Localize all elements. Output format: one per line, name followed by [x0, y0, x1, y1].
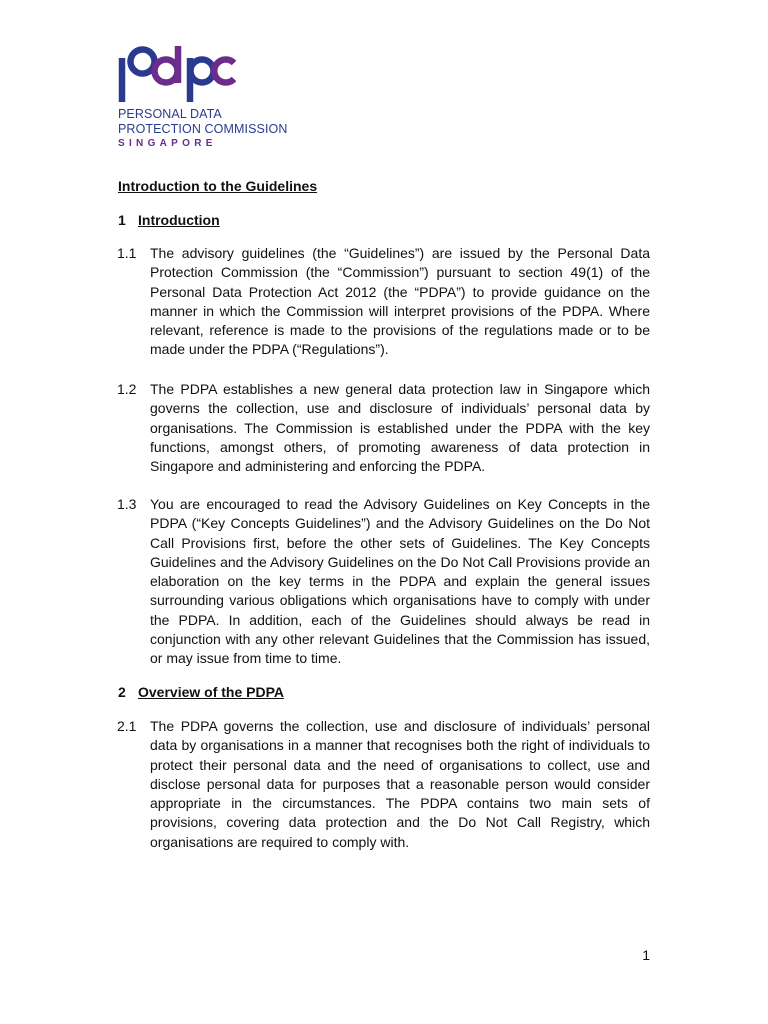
paragraph-text: The advisory guidelines (the “Guidelines”) are issued by the Personal Data Protection Commission (the “Commission”) pursuant to section 49(1) of the Personal Data Protection Act 2012 (the “PDPA”) to provide guidance on the manner in which the Commission will interpret provisions of the PDPA. Where relevant, reference is made to the provisions of the regulations made or to be made under the PDPA (“Regulations”). — [150, 245, 650, 358]
paragraph-text: The PDPA governs the collection, use and disclosure of individuals’ personal data by organisations in a manner that recognises both the right of individuals to protect their personal data and the need of organisations to collect, use and disclose personal data for purposes that a reasonable person would consider appropriate in the circumstances. The PDPA contains two main sets of provisions, covering data protection and the Do Not Call Registry, which organisations are required to comply with. — [150, 718, 650, 850]
logo-line-protection-commission: PROTECTION COMMISSION — [118, 122, 288, 136]
paragraph-text: You are encouraged to read the Advisory Guidelines on Key Concepts in the PDPA (“Key Concepts Guidelines”) and the Advisory Guidelines on the Do Not Call Provisions first, before the other sets of Guidelines. The Key Concepts Guidelines and the Advisory Guidelines on the Do Not Call Provisions provide an elaboration on the key terms in the PDPA and explain the general issues surrounding various obligations which organisations have to comply with under the PDPA. In addition, each of the Guidelines should always be read in conjunction with any other relevant Guidelines that the Commission has issued, or may issue from time to time. — [150, 496, 650, 667]
paragraph-text: The PDPA establishes a new general data protection law in Singapore which governs the collection, use and disclosure of individuals’ personal data by organisations. The Commission is established under the PDPA with the key functions, amongst others, of promoting awareness of data protection in Singapore and administering and enforcing the PDPA. — [150, 381, 650, 475]
section-title: Introduction — [138, 212, 220, 228]
pdpc-wordmark-graphic — [116, 46, 236, 104]
section-number: 1 — [118, 212, 126, 228]
section-heading-2 — [118, 683, 284, 701]
paragraph-1-3 — [117, 495, 650, 669]
paragraph-1-2 — [117, 380, 650, 476]
section-heading-1 — [118, 211, 220, 229]
logo-line-personal-data: PERSONAL DATA — [118, 107, 222, 121]
paragraph-number: 2.1 — [117, 718, 137, 734]
pdpc-logo — [118, 46, 288, 151]
section-title: Overview of the PDPA — [138, 684, 285, 700]
paragraph-number: 1.3 — [117, 496, 137, 512]
document-title: Introduction to the Guidelines — [118, 178, 318, 194]
page-number: 1 — [642, 947, 650, 963]
logo-line-singapore: SINGAPORE — [118, 138, 217, 149]
paragraph-2-1 — [117, 717, 650, 852]
pdpc-wordmark — [116, 46, 288, 104]
section-number: 2 — [118, 684, 126, 700]
paragraph-number: 1.1 — [117, 245, 137, 261]
paragraph-1-1 — [117, 244, 650, 360]
paragraph-number: 1.2 — [117, 381, 137, 397]
